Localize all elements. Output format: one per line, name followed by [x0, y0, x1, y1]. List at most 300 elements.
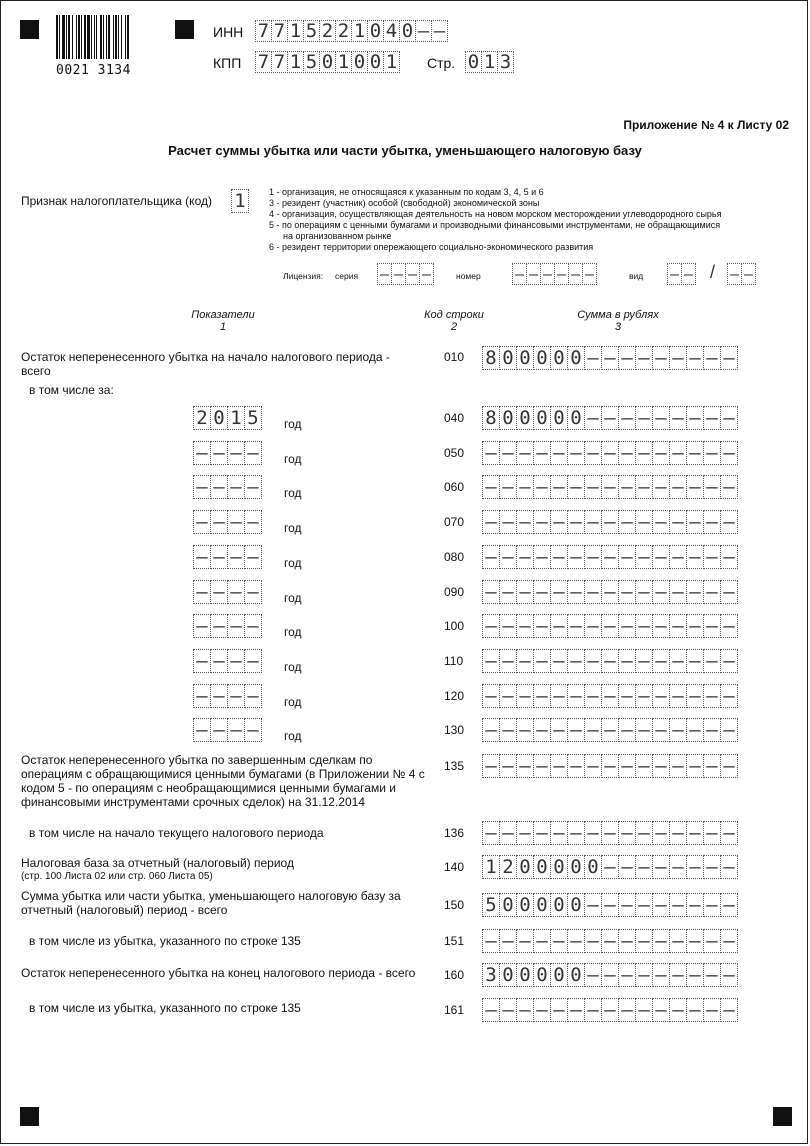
- taxpayer-code-5: 5 - по операциям с ценными бумагами и производными финансовыми инструментами, не обращающимися: [269, 220, 721, 230]
- row-140-title: Налоговая база за отчетный (налоговый) период: [21, 856, 294, 870]
- cell: –: [431, 20, 448, 42]
- barcode-bar: [66, 15, 67, 59]
- cell: –: [686, 855, 704, 879]
- cell: 5: [244, 406, 262, 430]
- cell: –: [703, 406, 721, 430]
- cell: –: [686, 510, 704, 534]
- cell: –: [482, 998, 500, 1022]
- row-140-subtitle: (стр. 100 Листа 02 или стр. 060 Листа 05): [21, 871, 213, 882]
- barcode-bar: [113, 15, 114, 59]
- cell: –: [582, 263, 597, 285]
- cell: –: [227, 718, 245, 742]
- barcode-bar: [108, 15, 110, 59]
- cell: –: [720, 475, 738, 499]
- column-header-indicators: [163, 309, 283, 333]
- row-136-amount-cells: [483, 821, 738, 845]
- cell: –: [720, 929, 738, 953]
- cell: –: [720, 821, 738, 845]
- cell: –: [533, 649, 551, 673]
- row-110-amount-cells: [483, 649, 738, 673]
- cell: –: [567, 821, 585, 845]
- cell: –: [669, 475, 687, 499]
- cell: 0: [550, 406, 568, 430]
- cell: –: [482, 510, 500, 534]
- inn-label: ИНН: [213, 24, 244, 40]
- cell: –: [516, 998, 534, 1022]
- row-code-060: 060: [444, 480, 465, 494]
- cell: –: [499, 475, 517, 499]
- cell: –: [516, 821, 534, 845]
- cell: –: [601, 580, 619, 604]
- cell: –: [635, 614, 653, 638]
- row-code-120: 120: [444, 689, 465, 703]
- cell: –: [584, 441, 602, 465]
- cell: 0: [550, 855, 568, 879]
- row-code-080: 080: [444, 550, 465, 564]
- cell: –: [727, 263, 742, 285]
- cell: –: [193, 510, 211, 534]
- cell: –: [584, 614, 602, 638]
- corner-marker-bottom-right: [773, 1107, 792, 1126]
- cell: –: [227, 684, 245, 708]
- cell: –: [482, 821, 500, 845]
- corner-marker-top-left: [20, 20, 39, 39]
- year-cells-060: [194, 475, 262, 499]
- cell: –: [210, 718, 228, 742]
- cell: –: [686, 614, 704, 638]
- row-code-110: 110: [444, 654, 464, 668]
- cell: –: [499, 684, 517, 708]
- cell: –: [652, 545, 670, 569]
- cell: –: [652, 406, 670, 430]
- cell: –: [703, 684, 721, 708]
- cell: –: [686, 893, 704, 917]
- cell: –: [635, 855, 653, 879]
- row-code-100: 100: [444, 619, 465, 633]
- row-120-amount-cells: [483, 684, 738, 708]
- year-word-130: год: [284, 729, 302, 743]
- cell: –: [601, 998, 619, 1022]
- barcode-bar: [91, 15, 92, 59]
- barcode-bar: [96, 15, 97, 59]
- cell: 0: [567, 893, 585, 917]
- cell: –: [618, 684, 636, 708]
- cell: –: [584, 718, 602, 742]
- year-cells-090: [194, 580, 262, 604]
- cell: –: [618, 649, 636, 673]
- cell: 0: [516, 406, 534, 430]
- cell: –: [669, 963, 687, 987]
- cell: –: [686, 475, 704, 499]
- barcode-bar: [127, 15, 129, 59]
- cell: –: [652, 718, 670, 742]
- cell: –: [669, 545, 687, 569]
- cell: –: [550, 510, 568, 534]
- cell: –: [618, 545, 636, 569]
- cell: –: [703, 821, 721, 845]
- taxpayer-label: Признак налогоплательщика (код): [21, 194, 212, 208]
- cell: 2: [499, 855, 517, 879]
- cell: –: [720, 855, 738, 879]
- column-header-amount: [558, 309, 678, 333]
- cell: –: [618, 855, 636, 879]
- cell: –: [227, 545, 245, 569]
- barcode-bar: [84, 15, 86, 59]
- cell: –: [244, 475, 262, 499]
- row-151-code: 151: [444, 934, 465, 948]
- row-140-label: [21, 856, 421, 884]
- cell: 7: [271, 20, 288, 42]
- cell: –: [686, 718, 704, 742]
- license-kind-slash: /: [710, 262, 716, 282]
- cell: –: [720, 510, 738, 534]
- cell: 3: [497, 51, 514, 73]
- cell: 0: [533, 406, 551, 430]
- cell: –: [635, 929, 653, 953]
- taxpayer-code-5-cont: на организованном рынке: [283, 231, 392, 241]
- cell: –: [405, 263, 420, 285]
- cell: –: [635, 649, 653, 673]
- cell: –: [499, 614, 517, 638]
- cell: –: [652, 510, 670, 534]
- year-word-080: год: [284, 556, 302, 570]
- cell: 0: [367, 51, 384, 73]
- cell: –: [652, 963, 670, 987]
- cell: –: [210, 441, 228, 465]
- cell: –: [193, 475, 211, 499]
- cell: 7: [271, 51, 288, 73]
- cell: –: [703, 963, 721, 987]
- cell: –: [618, 406, 636, 430]
- row-150-amount-cells: [483, 893, 738, 917]
- cell: –: [550, 545, 568, 569]
- barcode-bar: [76, 15, 77, 59]
- cell: –: [618, 998, 636, 1022]
- cell: –: [210, 684, 228, 708]
- cell: 0: [516, 346, 534, 370]
- license-number-cells: [513, 263, 597, 285]
- cell: –: [681, 263, 696, 285]
- cell: 1: [482, 855, 500, 879]
- page-label: Стр.: [427, 55, 456, 71]
- year-word-040: год: [284, 417, 302, 431]
- cell: –: [193, 441, 211, 465]
- cell: 0: [533, 855, 551, 879]
- cell: –: [516, 614, 534, 638]
- column-header-line-code-number: 2: [450, 321, 458, 333]
- year-word-110: год: [284, 660, 302, 674]
- barcode-bar: [103, 15, 104, 59]
- cell: –: [567, 929, 585, 953]
- taxpayer-code-1: 1 - организация, не относящаяся к указанным по кодам 3, 4, 5 и 6: [269, 187, 544, 197]
- cell: –: [686, 545, 704, 569]
- cell: –: [652, 855, 670, 879]
- cell: –: [533, 684, 551, 708]
- cell: –: [618, 475, 636, 499]
- cell: –: [584, 684, 602, 708]
- cell: 0: [550, 893, 568, 917]
- taxpayer-code-4: 4 - организация, осуществляющая деятельность на новом морском месторождении углеводородного сырья: [269, 209, 722, 219]
- cell: –: [669, 614, 687, 638]
- cell: –: [516, 754, 534, 778]
- cell: –: [720, 893, 738, 917]
- cell: –: [703, 998, 721, 1022]
- cell: –: [584, 929, 602, 953]
- cell: 8: [482, 406, 500, 430]
- cell: 0: [499, 963, 517, 987]
- cell: –: [499, 649, 517, 673]
- cell: –: [567, 614, 585, 638]
- cell: 2: [319, 20, 336, 42]
- cell: –: [533, 821, 551, 845]
- cell: –: [635, 510, 653, 534]
- barcode-bar: [87, 15, 90, 59]
- taxpayer-code-6: 6 - резидент территории опережающего социально-экономического развития: [269, 242, 594, 252]
- cell: –: [499, 441, 517, 465]
- cell: 5: [303, 51, 320, 73]
- year-word-100: год: [284, 625, 302, 639]
- cell: 2: [193, 406, 211, 430]
- cell: –: [550, 929, 568, 953]
- barcode-bar: [81, 15, 82, 59]
- cell: –: [499, 929, 517, 953]
- cell: –: [227, 510, 245, 534]
- cell: –: [652, 684, 670, 708]
- cell: –: [584, 545, 602, 569]
- cell: –: [720, 684, 738, 708]
- cell: –: [601, 821, 619, 845]
- barcode-bar: [72, 15, 73, 59]
- kpp-label: КПП: [213, 55, 242, 71]
- license-label: Лицензия:: [283, 271, 324, 281]
- inn-cells: [256, 20, 448, 42]
- cell: –: [635, 406, 653, 430]
- cell: 1: [335, 51, 352, 73]
- cell: –: [210, 580, 228, 604]
- cell: –: [652, 346, 670, 370]
- cell: –: [669, 441, 687, 465]
- license-kind-cells-2: [728, 263, 756, 285]
- cell: –: [741, 263, 756, 285]
- cell: 0: [516, 893, 534, 917]
- cell: –: [533, 441, 551, 465]
- row-161-label: в том числе из убытка, указанного по строке 135: [29, 1001, 301, 1015]
- cell: –: [244, 545, 262, 569]
- cell: –: [618, 754, 636, 778]
- cell: –: [601, 441, 619, 465]
- cell: –: [601, 929, 619, 953]
- cell: –: [601, 510, 619, 534]
- cell: –: [533, 718, 551, 742]
- row-136-code: 136: [444, 826, 465, 840]
- cell: –: [516, 929, 534, 953]
- cell: –: [669, 893, 687, 917]
- barcode-bar: [59, 15, 60, 59]
- cell: –: [635, 998, 653, 1022]
- cell: –: [567, 580, 585, 604]
- cell: –: [193, 649, 211, 673]
- cell: –: [415, 20, 432, 42]
- barcode-bar: [115, 15, 117, 59]
- cell: –: [686, 441, 704, 465]
- cell: –: [686, 929, 704, 953]
- cell: –: [227, 649, 245, 673]
- cell: 7: [255, 51, 272, 73]
- cell: –: [601, 893, 619, 917]
- barcode-bar: [118, 15, 119, 59]
- row-140-code: 140: [444, 860, 465, 874]
- cell: 0: [584, 855, 602, 879]
- form-title: Расчет суммы убытка или части убытка, уменьшающего налоговую базу: [168, 143, 642, 158]
- cell: –: [618, 821, 636, 845]
- cell: –: [482, 649, 500, 673]
- cell: –: [210, 545, 228, 569]
- year-cells-100: [194, 614, 262, 638]
- license-series-label: серия: [335, 271, 359, 281]
- cell: –: [618, 893, 636, 917]
- cell: –: [601, 855, 619, 879]
- cell: –: [567, 475, 585, 499]
- cell: –: [601, 614, 619, 638]
- cell: –: [227, 580, 245, 604]
- cell: –: [601, 649, 619, 673]
- license-series-cells: [378, 263, 434, 285]
- including-label: в том числе за:: [29, 383, 114, 397]
- cell: 0: [516, 855, 534, 879]
- cell: –: [244, 441, 262, 465]
- barcode-number: 0021 3134: [56, 63, 131, 78]
- cell: –: [391, 263, 406, 285]
- cell: –: [540, 263, 555, 285]
- cell: –: [419, 263, 434, 285]
- corner-marker-top-right: [175, 20, 194, 39]
- cell: –: [601, 754, 619, 778]
- cell: –: [499, 754, 517, 778]
- cell: –: [567, 684, 585, 708]
- cell: 0: [319, 51, 336, 73]
- barcode-bar: [62, 15, 65, 59]
- year-cells-110: [194, 649, 262, 673]
- cell: 0: [516, 963, 534, 987]
- column-header-amount-number: 3: [614, 321, 622, 333]
- license-kind-cells-1: [668, 263, 696, 285]
- cell: –: [499, 510, 517, 534]
- cell: –: [720, 718, 738, 742]
- cell: –: [652, 929, 670, 953]
- cell: –: [703, 545, 721, 569]
- cell: –: [601, 475, 619, 499]
- cell: –: [669, 998, 687, 1022]
- cell: 2: [335, 20, 352, 42]
- kpp-cells: [256, 51, 400, 73]
- cell: –: [584, 649, 602, 673]
- cell: –: [686, 963, 704, 987]
- year-word-120: год: [284, 695, 302, 709]
- cell: –: [482, 580, 500, 604]
- cell: –: [533, 998, 551, 1022]
- cell: –: [499, 821, 517, 845]
- row-151-amount-cells: [483, 929, 738, 953]
- cell: 0: [533, 893, 551, 917]
- cell: –: [584, 893, 602, 917]
- cell: 1: [287, 20, 304, 42]
- cell: –: [720, 649, 738, 673]
- cell: –: [618, 963, 636, 987]
- cell: –: [669, 580, 687, 604]
- license-kind-label: вид: [629, 271, 644, 281]
- cell: –: [482, 684, 500, 708]
- cell: –: [533, 580, 551, 604]
- cell: –: [567, 998, 585, 1022]
- cell: –: [533, 754, 551, 778]
- cell: –: [526, 263, 541, 285]
- corner-marker-bottom-left: [20, 1107, 39, 1126]
- row-090-amount-cells: [483, 580, 738, 604]
- barcode-bar: [121, 15, 122, 59]
- cell: –: [669, 406, 687, 430]
- cell: –: [499, 580, 517, 604]
- cell: –: [482, 614, 500, 638]
- cell: –: [244, 718, 262, 742]
- cell: –: [567, 441, 585, 465]
- cell: –: [635, 545, 653, 569]
- cell: –: [703, 855, 721, 879]
- cell: –: [703, 510, 721, 534]
- cell: –: [601, 545, 619, 569]
- cell: –: [244, 614, 262, 638]
- cell: 0: [367, 20, 384, 42]
- cell: –: [499, 998, 517, 1022]
- cell: –: [703, 893, 721, 917]
- cell: 4: [383, 20, 400, 42]
- row-code-090: 090: [444, 585, 465, 599]
- barcode-bar: [78, 15, 80, 59]
- cell: –: [618, 929, 636, 953]
- cell: –: [244, 649, 262, 673]
- cell: –: [686, 346, 704, 370]
- year-cells-120: [194, 684, 262, 708]
- cell: –: [584, 580, 602, 604]
- cell: –: [720, 754, 738, 778]
- cell: 0: [533, 346, 551, 370]
- cell: –: [516, 580, 534, 604]
- row-050-amount-cells: [483, 441, 738, 465]
- cell: –: [652, 893, 670, 917]
- cell: –: [667, 263, 682, 285]
- barcode-bar: [125, 15, 126, 59]
- cell: –: [516, 545, 534, 569]
- barcode-bar: [56, 15, 58, 59]
- cell: –: [567, 510, 585, 534]
- cell: 0: [567, 963, 585, 987]
- cell: –: [720, 441, 738, 465]
- cell: –: [377, 263, 392, 285]
- cell: –: [533, 929, 551, 953]
- cell: –: [584, 998, 602, 1022]
- row-070-amount-cells: [483, 510, 738, 534]
- cell: –: [533, 545, 551, 569]
- cell: –: [550, 441, 568, 465]
- cell: –: [618, 580, 636, 604]
- cell: –: [703, 580, 721, 604]
- cell: –: [635, 684, 653, 708]
- cell: –: [533, 475, 551, 499]
- cell: –: [193, 684, 211, 708]
- year-word-070: год: [284, 521, 302, 535]
- cell: –: [686, 998, 704, 1022]
- cell: –: [533, 510, 551, 534]
- cell: –: [601, 346, 619, 370]
